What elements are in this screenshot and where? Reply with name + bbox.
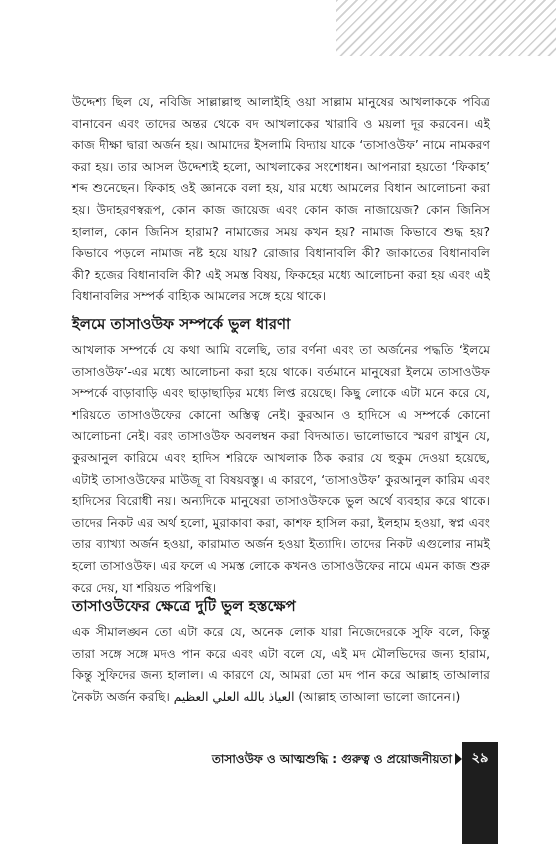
section-heading-2: তাসাওউফের ক্ষেত্রে দুটি ভুল হস্তক্ষেপ (72, 597, 296, 615)
page-number: ২৯ (471, 751, 489, 766)
arabic-phrase: العياذ بالله العلي العظيم (173, 689, 295, 704)
corner-stripes-decoration (336, 0, 556, 56)
body-paragraph-2: আখলাক সম্পর্কে যে কথা আমি বলেছি, তার বর্ণনা এবং তা অর্জনের পদ্ধতি ‘ইলমে তাসাওউফ’-এর মধ্যে আলোচনা করা হয়ে থাকে। বর্তমানে মানুষেরা ইলমে তাসাওউফ সম্পর্কে বাড়াবাড়ি এবং ছাড়াছাড়ির মধ্যে লিপ্ত রয়েছে। কিছু লোকে এটা মনে করে যে, শরিয়তে তাসাওউফের কোনো অস্তিত্ব নেই। কুরআন ও হাদিসে এ সম্পর্কে কোনো আলোচনা নেই। বরং তাসাওউফ অবলম্বন করা বিদআত। ভালোভাবে স্মরণ রাখুন যে, কুরআনুল কারিমে এবং হাদিস শরিফে আখলাক ঠিক করার যে হুকুম দেওয়া হয়েছে, এটাই তাসাওউফের মাউজূ বা বিষয়বস্তু। এ কারণে, ‘তাসাওউফ’ কুরআনুল কারিম এবং হাদিসের বিরোধী নয়। অন্যদিকে মানুষেরা তাসাওউফকে ভুল অর্থে ব্যবহার করে থাকে। তাদের নিকট এর অর্থ হলো, মুরাকাবা করা, কাশফ হাসিল করা, ইলহাম হওয়া, স্বপ্ন এবং তার ব্যাখ্যা অর্জন হওয়া, কারামাত অর্জন হওয়া ইত্যাদি। তাদের নিকট এগুলোর নামই হলো তাসাওউফ। এর ফলে এ সমস্ত লোকে কখনও তাসাওউফের নামে এমন কাজ শুরু করে দেয়, যা শরিয়ত পরিপন্থি। (72, 343, 490, 595)
paragraph-3-end: (আল্লাহ তাআলা ভালো জানেন।) (298, 689, 461, 704)
paragraph-3-start: এক সীমালঙ্ঘন তো এটা করে যে, অনেক লোক যারা নিজেদেরকে সুফি বলে, কিন্তু তারা সঙ্গে সঙ্গে মদও পান করে এবং এটা বলে যে, এই মদ মৌলভিদের জন্য হারাম, কিন্তু সুফিদের জন্য হালাল। এ কারণে যে, আমরা তো মদ পান করে আল্লাহ তাআলার নৈকট্য অর্জন করছি। (72, 625, 490, 704)
play-arrow-icon (455, 753, 462, 765)
body-paragraph-3 (72, 622, 490, 708)
body-paragraph-1: উদ্দেশ্য ছিল যে, নবিজি সাল্লাল্লাহু আলাইহি ওয়া সাল্লাম মানুষের আখলাককে পবিত্র বানাবেন এবং তাদের অন্তর থেকে বদ আখলাকের খারাবি ও ময়লা দূর করবেন। এই কাজ দীক্ষা দ্বারা অর্জন হয়। আমাদের ইসলামি বিদ্যায় যাকে ‘তাসাওউফ’ নামে নামকরণ করা হয়। তার আসল উদ্দেশ্যই হলো, আখলাকের সংশোধন। আপনারা হয়তো ‘ফিকাহ’ শব্দ শুনেছেন। ফিকাহ ওই জ্ঞানকে বলা হয়, যার মধ্যে আমলের বিধান আলোচনা করা হয়। উদাহরণস্বরূপ, কোন কাজ জায়েজ এবং কোন কাজ নাজায়েজ? কোন জিনিস হালাল, কোন জিনিস হারাম? নামাজের সময় কখন হয়? নামাজ কিভাবে শুদ্ধ হয়? কিভাবে পড়লে নামাজ নষ্ট হয়ে যায়? রোজার বিধানাবলি কী? জাকাতের বিধানাবলি কী? হজের বিধানাবলি কী? এই সমস্ত বিষয়, ফিকহের মধ্যে আলোচনা করা হয় এবং এই বিধানাবলির সম্পর্ক বাহ্যিক আমলের সঙ্গে হয়ে থাকে। (72, 95, 490, 304)
running-title: তাসাওউফ ও আত্মশুদ্ধি : গুরুত্ব ও প্রয়োজনীয়তা (211, 752, 452, 766)
section-heading-1: ইলমে তাসাওউফ সম্পর্কে ভুল ধারণা (72, 315, 291, 333)
